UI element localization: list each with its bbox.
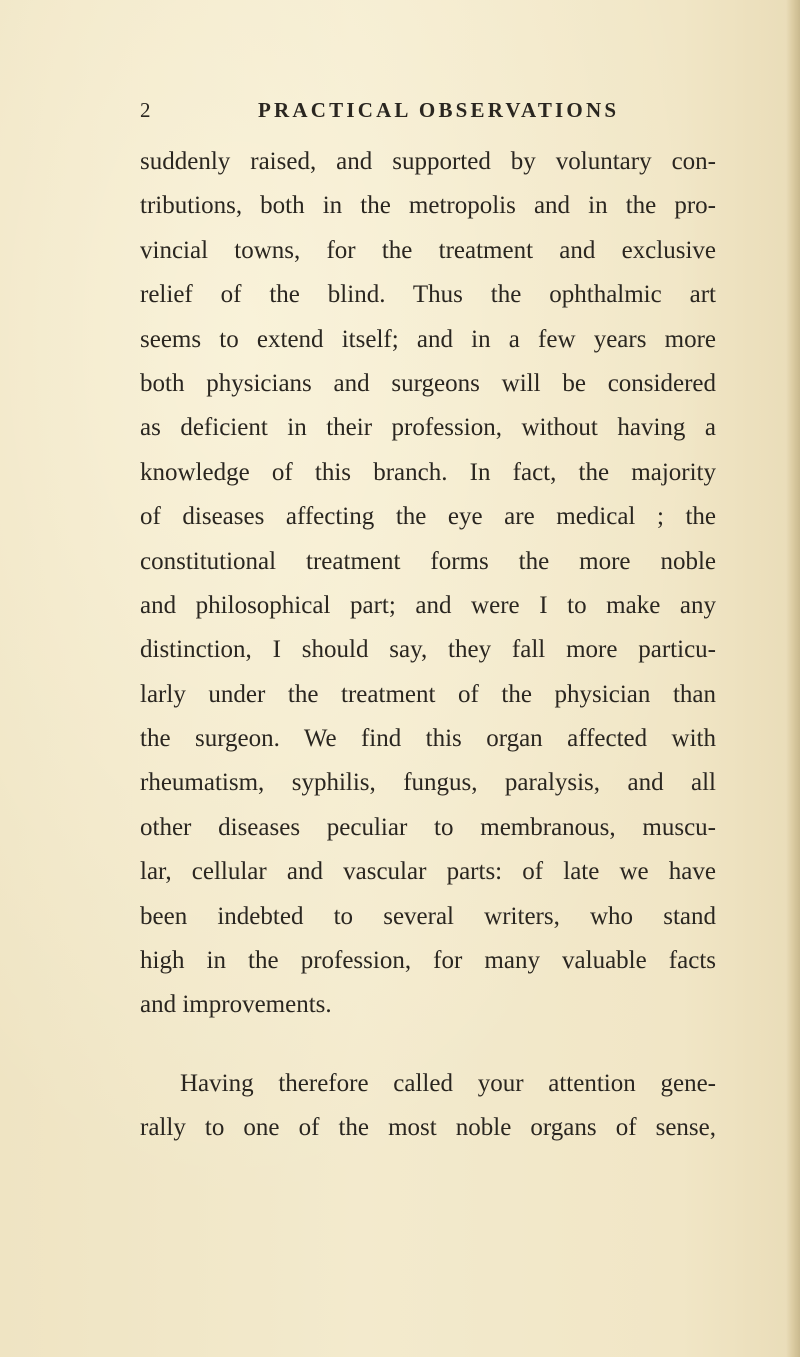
paragraph-2: [140, 1062, 716, 1151]
text-line: seems to extend itself; and in a few years more: [140, 325, 716, 353]
text-line: the surgeon. We find this organ affected with: [140, 725, 716, 753]
page-header: [140, 98, 660, 134]
text-line: larly under the treatment of the physician than: [140, 680, 716, 708]
text-line: knowledge of this branch. In fact, the majority: [140, 458, 716, 486]
text-line: relief of the blind. Thus the ophthalmic art: [140, 281, 716, 309]
text-line: other diseases peculiar to membranous, muscu-: [140, 813, 716, 841]
text-line: lar, cellular and vascular parts: of late we have: [140, 858, 716, 886]
text-line: constitutional treatment forms the more noble: [140, 547, 716, 575]
page-edge: [786, 0, 800, 1357]
text-line: rally to one of the most noble organs of sense,: [140, 1114, 716, 1142]
body-text: [140, 140, 716, 1151]
text-line: and philosophical part; and were I to make any: [140, 591, 716, 619]
text-line: high in the profession, for many valuable facts: [140, 947, 716, 975]
text-line: rheumatism, syphilis, fungus, paralysis, and all: [140, 769, 716, 797]
text-line: suddenly raised, and supported by voluntary con-: [140, 148, 716, 175]
running-title: PRACTICAL OBSERVATIONS: [258, 98, 620, 122]
text-line: been indebted to several writers, who stand: [140, 902, 716, 930]
text-line: both physicians and surgeons will be considered: [140, 369, 716, 397]
text-line: and improvements.: [140, 991, 332, 1019]
paragraph-gap: [140, 1028, 716, 1062]
text-line: vincial towns, for the treatment and exclusive: [140, 236, 716, 264]
page-number: 2: [140, 98, 152, 122]
text-line: Having therefore called your attention gene-: [180, 1069, 716, 1097]
text-line: tributions, both in the metropolis and in the pro-: [140, 192, 716, 220]
paragraph-1: [140, 140, 716, 1028]
text-line: as deficient in their profession, without having a: [140, 414, 716, 442]
text-line: of diseases affecting the eye are medical ; the: [140, 503, 716, 531]
text-line: distinction, I should say, they fall more particu-: [140, 636, 716, 664]
